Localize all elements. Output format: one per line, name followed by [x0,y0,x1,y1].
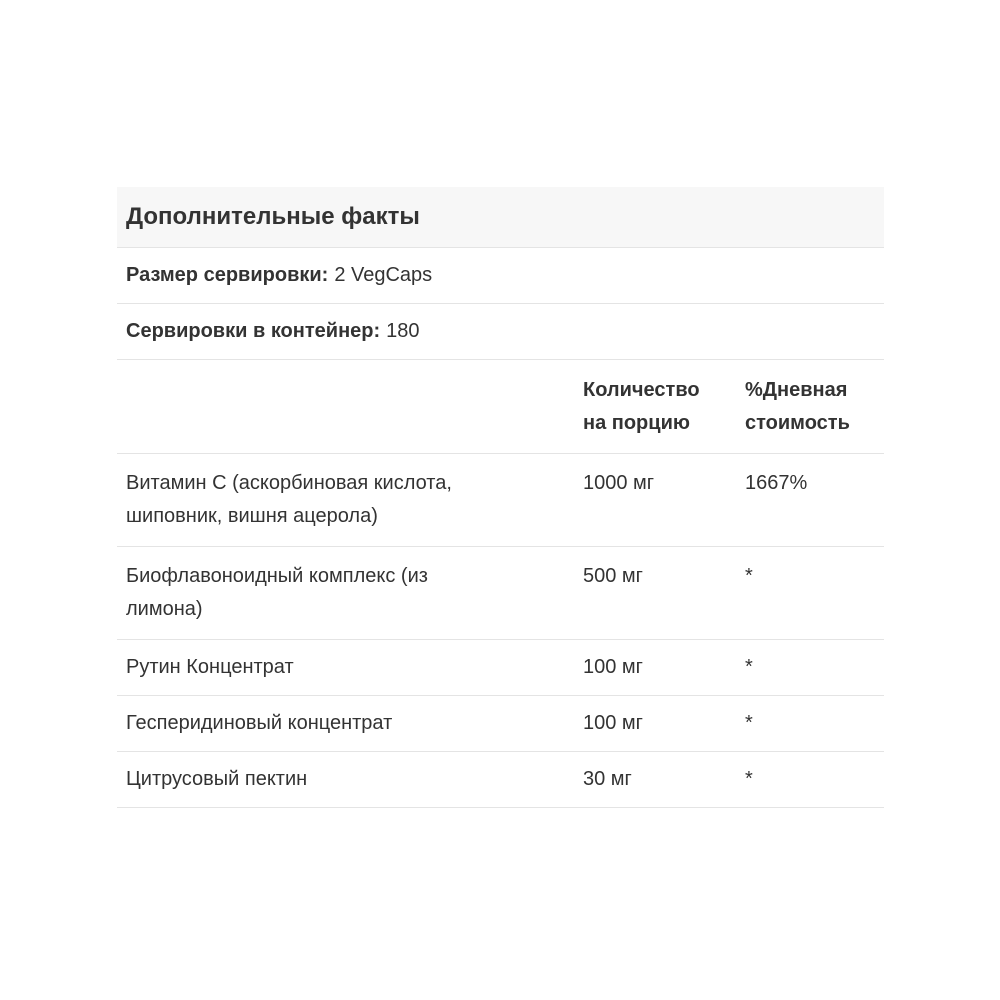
ingredient-amount: 500 мг [583,565,643,587]
table-row [117,454,884,547]
ingredient-name: Цитрусовый пектин [126,768,308,790]
ingredient-amount: 100 мг [583,712,643,734]
ingredient-daily-value: 1667% [745,472,808,494]
ingredient-name-line1: Витамин С (аскорбиновая кислота, [126,472,452,494]
column-header-daily-value [736,374,884,453]
servings-per-container-label: Сервировки в контейнер: [126,320,381,342]
servings-per-container-value: 180 [386,320,420,342]
amount-header-line2: на порцию [583,412,690,434]
ingredient-amount: 30 мг [583,768,632,790]
ingredient-name [117,467,574,546]
serving-size-row [117,248,884,304]
ingredient-daily-value: * [745,656,753,678]
ingredient-amount: 100 мг [583,656,643,678]
ingredient-daily-value: * [745,768,753,790]
ingredient-name-line1: Биофлавоноидный комплекс (из [126,565,428,587]
servings-per-container-row [117,304,884,360]
dv-header-line1: %Дневная [745,379,848,401]
serving-size-label: Размер сервировки: [126,264,329,286]
facts-title-row [117,187,884,248]
dv-header-line2: стоимость [745,412,850,434]
table-row [117,640,884,696]
amount-header-line1: Количество [583,379,700,401]
serving-size-value: 2 VegCaps [334,264,433,286]
facts-title: Дополнительные факты [126,203,420,230]
column-header-row [117,360,884,454]
table-row [117,752,884,808]
ingredient-name [117,560,574,639]
supplement-facts-table [117,187,884,808]
ingredient-name-line2: лимона) [126,598,203,620]
ingredient-amount: 1000 мг [583,472,655,494]
table-row [117,696,884,752]
ingredient-name: Рутин Концентрат [126,656,294,678]
ingredient-name-line2: шиповник, вишня ацерола) [126,505,378,527]
table-row [117,547,884,640]
ingredient-name: Гесперидиновый концентрат [126,712,393,734]
ingredient-daily-value: * [745,565,753,587]
ingredient-daily-value: * [745,712,753,734]
column-header-amount [574,374,736,453]
column-header-name [117,374,574,453]
